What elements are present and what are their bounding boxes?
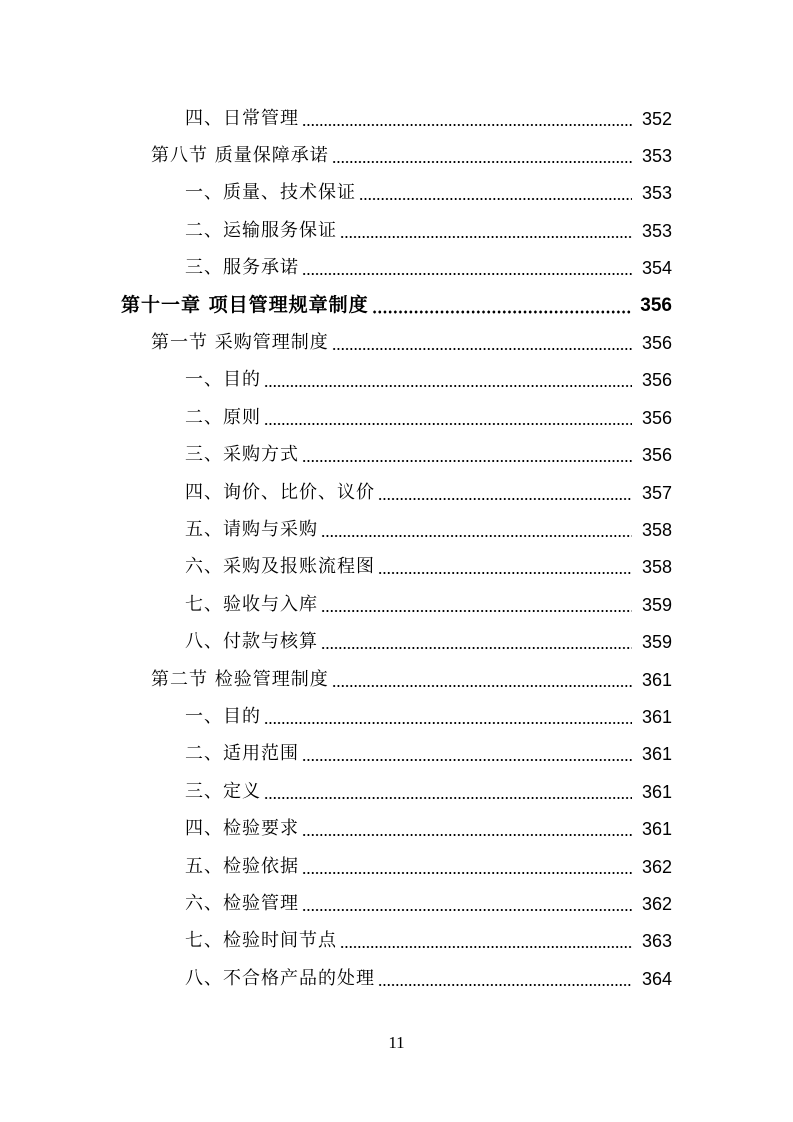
toc-dot-leader (321, 609, 632, 613)
toc-dot-leader (264, 796, 632, 800)
toc-dot-leader (378, 983, 632, 987)
toc-entry-page: 361 (641, 781, 672, 802)
toc-subsection-entry[interactable] (0, 474, 793, 511)
toc-dot-leader (302, 758, 632, 762)
toc-entry-page: 359 (641, 594, 672, 615)
toc-entry-page: 353 (641, 183, 672, 204)
toc-entry-page: 358 (641, 557, 672, 578)
toc-entry-title: 第一节 采购管理制度 (151, 332, 329, 354)
toc-entry-page: 353 (641, 146, 672, 167)
toc-entry-title: 第二节 检验管理制度 (151, 668, 329, 690)
toc-subsection-entry[interactable] (0, 511, 793, 548)
toc-section-entry[interactable] (0, 661, 793, 698)
toc-dot-leader (264, 384, 632, 388)
toc-section-entry[interactable] (0, 137, 793, 174)
toc-entry-page: 356 (641, 407, 672, 428)
toc-entry-title: 五、请购与采购 (185, 518, 318, 540)
toc-entry-page: 361 (641, 744, 672, 765)
toc-entry-title: 一、目的 (185, 369, 261, 391)
toc-section-entry[interactable] (0, 324, 793, 361)
toc-entry-title: 八、不合格产品的处理 (185, 967, 375, 989)
toc-dot-leader (340, 235, 632, 239)
toc-subsection-entry[interactable] (0, 437, 793, 474)
toc-dot-leader (378, 497, 632, 501)
toc-subsection-entry[interactable] (0, 960, 793, 997)
toc-subsection-entry[interactable] (0, 100, 793, 137)
toc-entry-page: 362 (641, 893, 672, 914)
toc-entry-title: 二、运输服务保证 (185, 219, 337, 241)
toc-entry-page: 356 (640, 295, 672, 317)
toc-entry-title: 八、付款与核算 (185, 631, 318, 653)
toc-dot-leader (378, 571, 632, 575)
toc-entry-page: 356 (641, 445, 672, 466)
toc-subsection-entry[interactable] (0, 250, 793, 287)
toc-subsection-entry[interactable] (0, 773, 793, 810)
toc-dot-leader (302, 908, 632, 912)
toc-subsection-entry[interactable] (0, 923, 793, 960)
toc-entry-title: 第八节 质量保障承诺 (151, 145, 329, 167)
toc-subsection-entry[interactable] (0, 810, 793, 847)
toc-entry-page: 357 (641, 482, 672, 503)
toc-entry-page: 362 (641, 856, 672, 877)
toc-entry-page: 356 (641, 370, 672, 391)
toc-dot-leader (340, 945, 632, 949)
toc-subsection-entry[interactable] (0, 848, 793, 885)
toc-entry-title: 二、原则 (185, 406, 261, 428)
toc-dot-leader (264, 721, 632, 725)
toc-entry-title: 一、目的 (185, 705, 261, 727)
toc-entry-title: 二、适用范围 (185, 743, 299, 765)
toc-subsection-entry[interactable] (0, 362, 793, 399)
toc-subsection-entry[interactable] (0, 698, 793, 735)
toc-dot-leader (332, 347, 632, 351)
toc-entry-page: 361 (641, 706, 672, 727)
toc-subsection-entry[interactable] (0, 736, 793, 773)
toc-dot-leader (302, 123, 632, 127)
toc-subsection-entry[interactable] (0, 586, 793, 623)
toc-entry-title: 一、质量、技术保证 (185, 182, 356, 204)
toc-subsection-entry[interactable] (0, 212, 793, 249)
table-of-contents (0, 100, 793, 997)
toc-entry-title: 四、日常管理 (185, 107, 299, 129)
toc-dot-leader (372, 310, 632, 314)
toc-subsection-entry[interactable] (0, 623, 793, 660)
toc-dot-leader (302, 272, 632, 276)
toc-entry-title: 六、采购及报账流程图 (185, 556, 375, 578)
toc-entry-title: 六、检验管理 (185, 892, 299, 914)
page-number: 11 (388, 1033, 405, 1052)
toc-entry-page: 356 (641, 333, 672, 354)
toc-entry-page: 363 (641, 931, 672, 952)
toc-dot-leader (264, 422, 632, 426)
toc-entry-page: 358 (641, 519, 672, 540)
toc-entry-title: 四、检验要求 (185, 818, 299, 840)
toc-dot-leader (302, 871, 632, 875)
toc-entry-title: 七、验收与入库 (185, 593, 318, 615)
toc-entry-page: 364 (641, 968, 672, 989)
toc-dot-leader (332, 684, 632, 688)
toc-entry-page: 361 (641, 669, 672, 690)
toc-dot-leader (332, 160, 632, 164)
toc-entry-title: 五、检验依据 (185, 855, 299, 877)
toc-entry-title: 三、采购方式 (185, 444, 299, 466)
toc-entry-page: 352 (641, 108, 672, 129)
toc-dot-leader (359, 197, 632, 201)
toc-entry-page: 361 (641, 819, 672, 840)
toc-dot-leader (302, 459, 632, 463)
toc-dot-leader (321, 534, 632, 538)
toc-entry-title: 三、定义 (185, 780, 261, 802)
toc-dot-leader (302, 833, 632, 837)
toc-subsection-entry[interactable] (0, 175, 793, 212)
toc-chapter-entry[interactable] (0, 287, 793, 324)
toc-entry-title: 四、询价、比价、议价 (185, 481, 375, 503)
toc-entry-page: 354 (641, 258, 672, 279)
toc-dot-leader (321, 646, 632, 650)
toc-entry-title: 三、服务承诺 (185, 257, 299, 279)
toc-entry-page: 353 (641, 220, 672, 241)
toc-entry-title: 第十一章 项目管理规章制度 (121, 294, 369, 317)
toc-subsection-entry[interactable] (0, 549, 793, 586)
toc-entry-title: 七、检验时间节点 (185, 930, 337, 952)
toc-entry-page: 359 (641, 632, 672, 653)
toc-subsection-entry[interactable] (0, 399, 793, 436)
toc-subsection-entry[interactable] (0, 885, 793, 922)
